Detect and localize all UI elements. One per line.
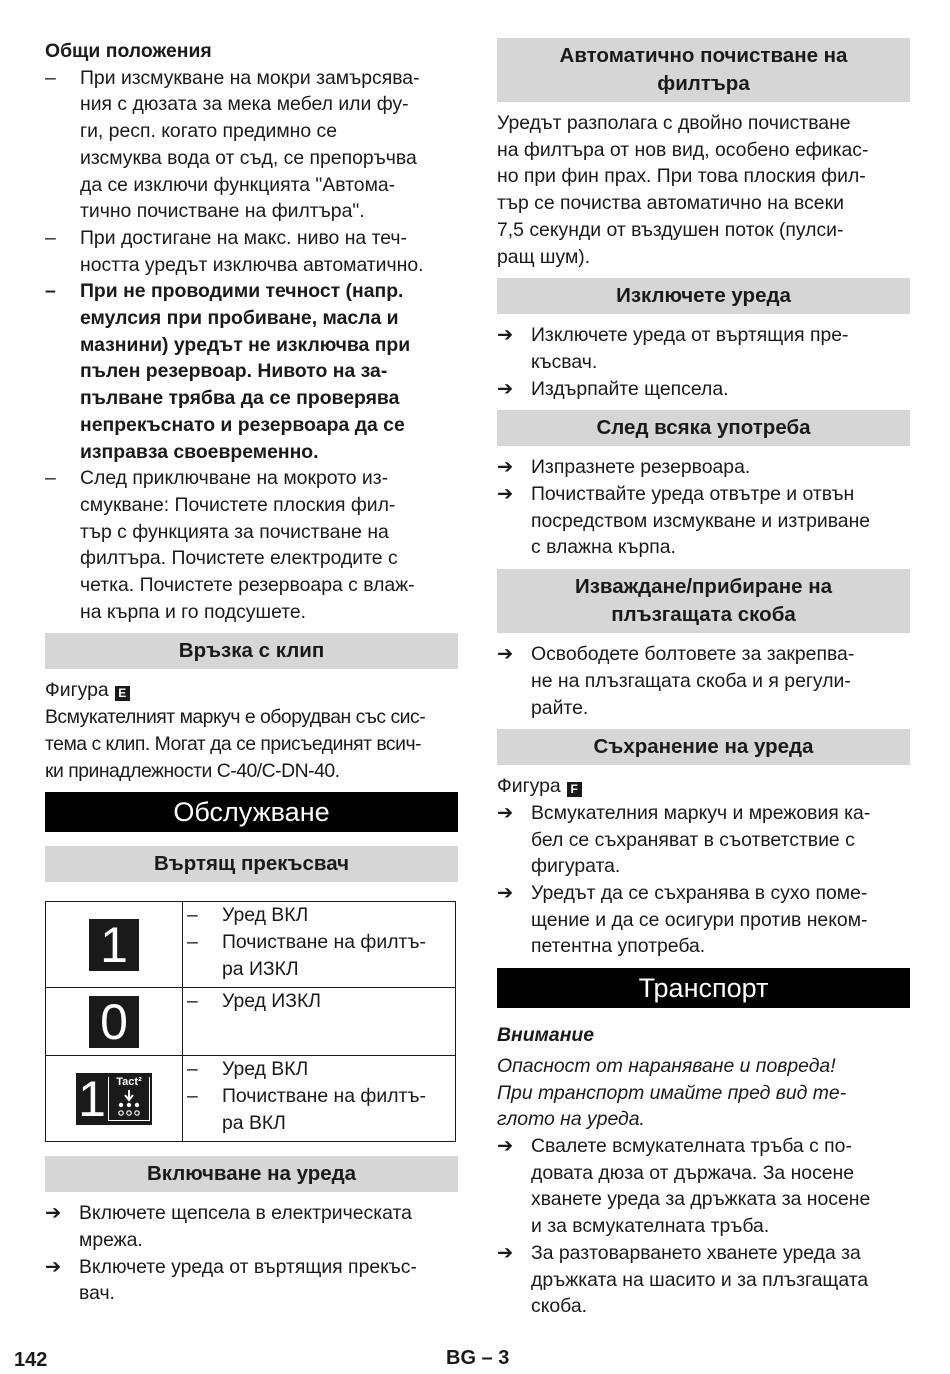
clip-description [45,704,458,784]
text-line: ги, респ. когато предимно се [80,120,338,143]
switch-position-tact-icon [76,1070,152,1127]
switch-state-list [187,988,451,1015]
left-column [45,38,458,1307]
text-line: да се изключи функцията "Автома- [80,173,396,196]
text-line: Освободете болтовете за закрепва- [531,643,855,666]
text-line: скоба. [531,1295,588,1318]
title-line: филтъра [657,72,750,95]
text-line: вач. [79,1282,115,1305]
text-line: При изсмукване на мокри замърсява- [80,66,420,89]
text-line: Изключете уреда от въртящия пре- [531,324,849,347]
clip-figure-ref [45,677,458,704]
text-line: петентна употреба. [531,935,706,958]
transport-list [497,1133,910,1320]
transport-chapter-title: Транспорт [497,968,910,1008]
text-line: и за всмукателната тръба. [531,1215,770,1238]
auto-clean-section-title [497,38,910,102]
text-line: смукване: Почистете плоския фил- [80,493,396,516]
after-use-section-title: След всяка употреба [497,410,910,446]
text-line: райте. [531,696,589,719]
arrow-right-icon: ➔ [45,1255,62,1278]
text-line: Уредът разполага с двойно почистване [497,112,851,134]
text-line: фигурата. [531,855,621,878]
text-line: След приключване на мокрото из- [80,467,389,490]
text-line: хванете уреда за дръжката за носене [531,1188,871,1211]
language-page-label: BG – 3 [446,1347,510,1369]
list-item [45,225,458,278]
attention-label: Внимание [497,1024,595,1047]
switch-state-list [187,1056,451,1136]
text-line: Включете уреда от въртящия прекъс- [79,1255,417,1278]
text-line: изсмуква вода от съд, се препоръчва [80,146,417,169]
arrow-right-icon: ➔ [497,643,514,666]
arrow-right-icon: ➔ [497,882,514,905]
tact-filter-icon [108,1077,150,1121]
text-line: тър се почиства автоматично на всеки [497,192,844,215]
switch-symbol-cell [46,988,183,1056]
text-line: ра ИЗКЛ [222,957,299,980]
arrow-right-icon: ➔ [497,801,514,824]
list-item [187,929,451,982]
text-line: тема с клип. Могат да се присъединят всич- [45,732,422,755]
switch-description-cell [183,988,456,1056]
dash-marker: – [187,1084,198,1107]
text-line: щение и да се осигури против неком- [531,908,868,931]
list-item [45,65,458,225]
right-column [497,38,910,1320]
text-line: пълен резервоар. Нивото на за- [80,360,388,383]
storage-list [497,800,910,960]
dash-marker: – [187,1058,198,1081]
dash-marker: – [187,930,198,953]
switch-description-cell [183,1056,456,1142]
text-line: Уредът да се съхранява в сухо поме- [531,882,868,905]
text-line: с влажна кърпа. [531,536,676,559]
arrow-right-icon: ➔ [497,483,514,506]
text-line: ки принадлежности C-40/C-DN-40. [45,759,340,782]
turn-on-section-title: Включване на уреда [45,1156,458,1192]
arrow-right-icon: ➔ [497,377,514,400]
text-line: Включете щепсела в електрическата [79,1202,412,1225]
text-line: четка. Почистете резервоара с влаж- [80,574,415,597]
general-list [45,65,458,626]
text-line: Почистване на филтъ- [222,930,426,953]
text-line: непрекъснато и резервоара да се [80,413,405,436]
text-line: но при фин прах. При това плоския фил- [497,165,866,188]
arrow-right-icon: ➔ [497,1241,514,1264]
tact-label: Tact² [116,1075,142,1088]
list-item [497,322,910,375]
list-item [497,800,910,880]
page-number: 142 [14,1349,48,1371]
arrow-right-icon: ➔ [497,456,514,479]
text-line: Издърпайте щепсела. [531,377,729,400]
text-line: ността уредът изключва автоматично. [80,253,424,276]
text-line: Свалете всмукателната тръба с по- [531,1134,852,1157]
list-item [45,1200,458,1253]
dash-marker: – [45,280,56,303]
dash-marker: – [45,226,56,249]
list-item [497,1240,910,1320]
switch-description-cell [183,902,456,988]
text-line: При транспорт имайте пред вид те- [497,1081,847,1104]
text-line: изправза своевременно. [80,440,319,463]
text-line: довата дюза от държача. За носене [531,1161,855,1184]
list-item [187,902,451,929]
text-line: 7,5 секунди от въздушен поток (пулси- [497,218,844,241]
text-line: бел се съхраняват в съответствие с [531,828,855,851]
text-line: Всмукателния маркуч и мрежовия ка- [531,801,871,824]
turn-off-list [497,322,910,402]
text-line: тър с функцията за почистване на [80,520,389,543]
transport-warning [497,1053,910,1133]
text-line: емулсия при пробиване, масла и [80,307,399,330]
turn-on-list [45,1200,458,1307]
service-chapter-title: Обслужване [45,792,458,832]
switch-position-number: 1 [78,1070,106,1127]
text-line: ния с дюзата за мека мебел или фу- [80,93,409,116]
title-line: плъзгащата скоба [611,603,796,627]
text-line: пълване трябва да се проверява [80,387,400,410]
text-line: Почистване на филтъ- [222,1084,426,1107]
switch-row [46,902,456,988]
text-line: дръжката на шасито и за плъзгащата [531,1268,869,1291]
storage-figure-ref [497,773,910,800]
text-line: мрежа. [79,1228,143,1251]
clip-section-title: Връзка с клип [45,633,458,669]
switch-symbol-cell [46,902,183,988]
figure-letter-badge: E [115,686,130,701]
list-item [187,1083,451,1136]
dash-marker: – [187,904,198,927]
switch-position-icon: 1 [89,919,139,971]
text-line: на кърпа и го подсушете. [80,600,307,623]
after-use-list [497,454,910,561]
switch-row [46,1056,456,1142]
dash-marker: – [187,990,198,1013]
text-line: Всмукателният маркуч е оборудван със сис- [45,706,426,729]
text-line: Уред ВКЛ [222,904,309,927]
text-line: Изпразнете резервоара. [531,456,751,479]
title-line: Автоматично почистване на [559,44,848,67]
dash-marker: – [45,66,56,89]
switch-state-list [187,902,451,982]
text-line: късвач. [531,350,598,373]
bracket-list [497,641,910,721]
text-line: Опасност от нараняване и повреда! [497,1054,836,1077]
text-line: на филтъра от нов вид, особено ефикас- [497,138,869,161]
text-line: тично почистване на филтъра". [80,200,365,223]
text-line: При не проводими течност (напр. [80,280,404,303]
switch-position-icon: 0 [89,996,139,1048]
text-line: глото на уреда. [497,1108,645,1131]
text-line: мазнини) уредът не изключва при [80,333,411,356]
auto-clean-description [497,110,910,270]
list-item [187,988,451,1015]
bracket-section-title [497,569,910,633]
list-item [497,454,910,481]
list-item [497,1133,910,1240]
figure-label: Фигура [45,679,109,702]
arrow-right-icon: ➔ [45,1202,62,1225]
switch-symbol-cell [46,1056,183,1142]
text-line: При достигане на макс. ниво на теч- [80,226,407,249]
list-item [497,376,910,403]
list-item [497,481,910,561]
list-item [187,1056,451,1083]
arrow-right-icon: ➔ [497,1134,514,1157]
list-item [497,641,910,721]
turn-off-section-title: Изключете уреда [497,278,910,314]
text-line: Уред ИЗКЛ [222,990,321,1013]
rotary-switch-table [45,901,456,1142]
arrow-right-icon: ➔ [497,324,514,347]
figure-label: Фигура [497,775,561,798]
switch-row [46,988,456,1056]
text-line: Уред ВКЛ [222,1058,309,1081]
storage-section-title: Съхранение на уреда [497,729,910,765]
switch-section-title: Въртящ прекъсвач [45,846,458,882]
dash-marker: – [45,467,56,490]
general-heading: Общи положения [45,40,212,62]
text-line: посредством изсмукване и изтриване [531,509,871,532]
text-line: филтъра. Почистете електродите с [80,547,398,570]
filter-pulse-icon [111,1089,147,1119]
figure-letter-badge: F [567,782,582,797]
list-item [497,880,910,960]
text-line: не на плъзгащата скоба и я регули- [531,669,851,692]
list-item [45,465,458,625]
text-line: Почиствайте уреда отвътре и отвън [531,483,855,506]
text-line: ращ шум). [497,245,591,268]
text-line: ра ВКЛ [222,1111,286,1134]
title-line: Изваждане/прибиране на [574,575,833,599]
list-item [45,278,458,465]
text-line: За разтоварването хванете уреда за [531,1241,861,1264]
list-item [45,1254,458,1307]
